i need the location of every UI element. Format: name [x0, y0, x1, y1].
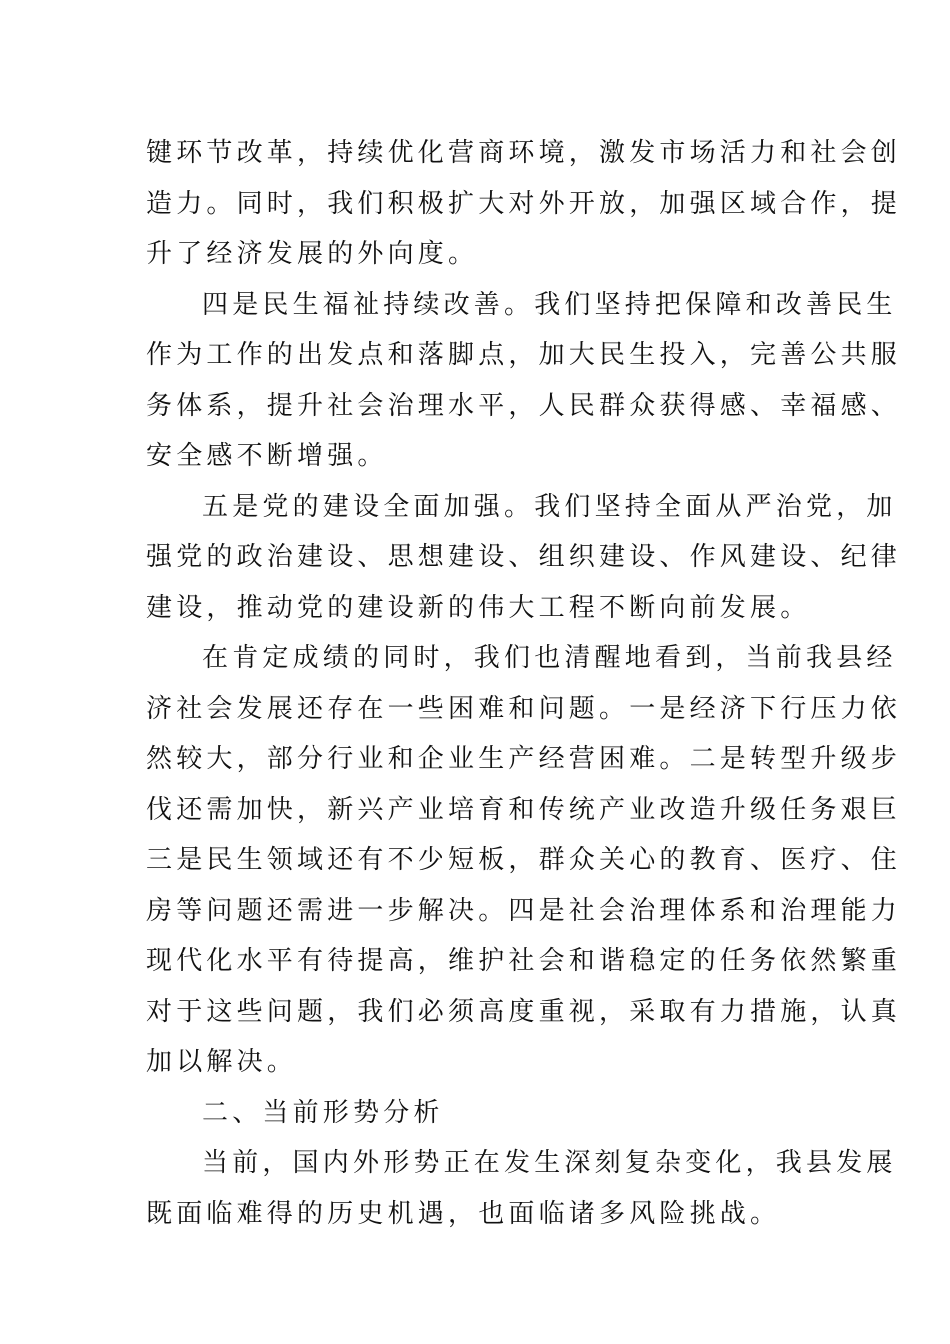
paragraph-start-line: 五是党的建设全面加强。我们坚持全面从严治党，加 [202, 491, 897, 522]
text-line: 对于这些问题，我们必须高度重视，采取有力措施，认真 [146, 996, 902, 1027]
text-line: 三是民生领域还有不少短板，群众关心的教育、医疗、住 [146, 845, 902, 875]
text-line: 键环节改革，持续优化营商环境，激发市场活力和社会创 [146, 138, 902, 168]
text-line: 然较大，部分行业和企业生产经营困难。二是转型升级步 [146, 744, 902, 774]
paragraph-start-line: 在肯定成绩的同时，我们也清醒地看到，当前我县经 [202, 643, 897, 673]
text-line: 现代化水平有待提高，维护社会和谐稳定的任务依然繁重 [146, 946, 902, 976]
paragraph-start-line: 当前，国内外形势正在发生深刻复杂变化，我县发展 [202, 1148, 897, 1178]
text-line: 伐还需加快，新兴产业培育和传统产业改造升级任务艰巨 [146, 794, 902, 825]
text-line: 务体系，提升社会治理水平，人民群众获得感、幸福感、 [146, 390, 902, 421]
section-heading: 二、当前形势分析 [202, 1097, 444, 1128]
text-line: 加以解决。 [146, 1047, 298, 1077]
text-line: 升了经济发展的外向度。 [146, 239, 479, 269]
text-line: 安全感不断增强。 [146, 441, 388, 471]
paragraph-start-line: 四是民生福祉持续改善。我们坚持把保障和改善民生 [202, 289, 897, 320]
text-line: 作为工作的出发点和落脚点，加大民生投入，完善公共服 [146, 340, 902, 370]
text-line: 建设，推动党的建设新的伟大工程不断向前发展。 [146, 592, 811, 623]
document-body [146, 128, 902, 1239]
text-line: 强党的政治建设、思想建设、组织建设、作风建设、纪律 [146, 542, 902, 572]
text-line: 造力。同时，我们积极扩大对外开放，加强区域合作，提 [146, 188, 902, 219]
text-line: 房等问题还需进一步解决。四是社会治理体系和治理能力 [146, 895, 902, 926]
text-line: 既面临难得的历史机遇，也面临诸多风险挑战。 [146, 1198, 781, 1229]
text-line: 济社会发展还存在一些困难和问题。一是经济下行压力依 [146, 693, 902, 724]
